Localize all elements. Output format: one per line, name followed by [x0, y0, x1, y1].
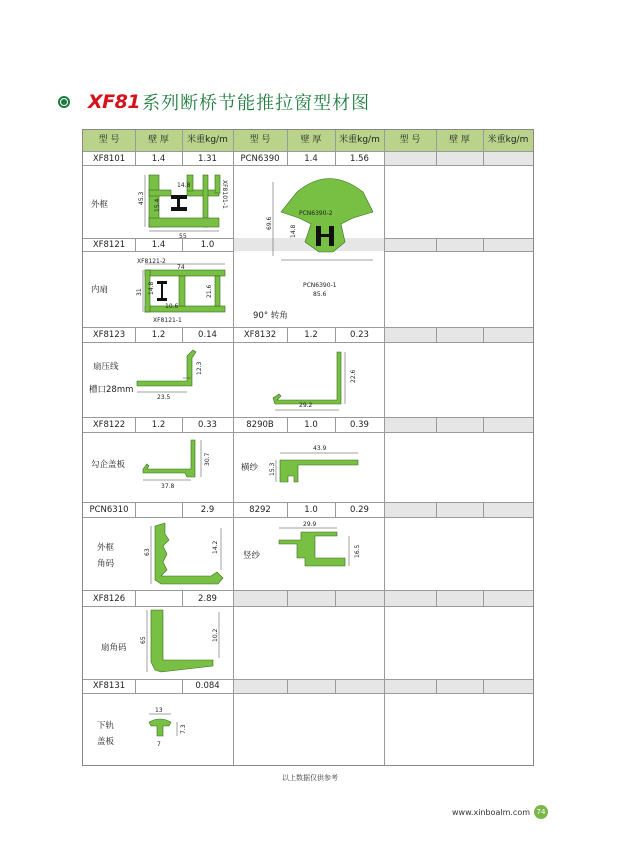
item-name-2: 角码	[97, 559, 115, 569]
col-header-model: 型 号	[249, 135, 271, 145]
model-cell: XF8131	[92, 681, 126, 691]
dim-label: 85.6	[313, 291, 327, 298]
profile-xf8132	[273, 352, 341, 404]
weight-cell: 0.29	[350, 505, 369, 515]
reference-note: 以上数据仅供参考	[282, 774, 338, 782]
wall-cell: 1.0	[304, 505, 318, 515]
dim-label: 29.2	[299, 402, 313, 409]
dim-label: 37.8	[161, 483, 175, 490]
dim-label: 65	[140, 636, 147, 644]
wall-cell: 1.4	[304, 154, 318, 164]
dim-label: 29.9	[303, 521, 317, 528]
dim-label: 10.2	[212, 628, 219, 642]
profile-xf8131	[149, 719, 171, 736]
model-cell: XF8132	[243, 330, 277, 340]
col-header-weight: 米重kg/m	[339, 135, 380, 145]
model-cell: XF8101	[92, 154, 126, 164]
dim-label: 30.7	[204, 452, 211, 466]
dim-label: 63	[144, 548, 151, 556]
weight-cell: 0.084	[195, 681, 220, 691]
dim-label: 74	[177, 264, 185, 271]
wall-cell: 1.2	[304, 330, 318, 340]
wall-cell: 1.4	[151, 154, 166, 164]
item-name: 扇压线	[93, 362, 119, 372]
dim-label: 14.2	[212, 540, 219, 554]
model-cell: PCN6310	[89, 505, 129, 515]
model-cell: PCN6390	[240, 154, 280, 164]
model-cell: XF8121	[92, 240, 126, 250]
col-header-weight: 米重kg/m	[487, 135, 529, 145]
series-code: XF81	[88, 91, 141, 113]
page-number: 74	[534, 805, 548, 819]
profile-drawings	[83, 130, 533, 765]
dim-label: 14.8	[290, 224, 297, 238]
profile-xf8122	[143, 440, 195, 477]
item-name-2: 槽口28mm	[89, 385, 134, 395]
dim-label: 22.6	[350, 369, 357, 383]
profile-table	[82, 129, 534, 766]
weight-cell: 2.89	[198, 594, 217, 604]
item-name-2: 盖板	[97, 737, 115, 747]
dim-label: XF8121-2	[137, 258, 166, 265]
dim-label: 7.3	[180, 724, 187, 734]
dim-label: 16.5	[354, 544, 361, 558]
page-footer	[452, 805, 548, 819]
dim-label: XF8101-1	[221, 180, 228, 209]
item-name: 90° 转角	[253, 311, 288, 321]
dim-label: 14.8	[177, 182, 191, 189]
dim-label: PCN6390-2	[299, 210, 333, 217]
weight-cell: 0.33	[198, 420, 217, 430]
dim-label: 69.6	[266, 216, 273, 230]
item-name: 勾企盖板	[91, 460, 126, 470]
website-url: www.xinboalm.com	[452, 807, 530, 817]
dim-label: 15.4	[154, 198, 161, 212]
model-cell: 8292	[249, 505, 271, 515]
item-name: 扇角码	[101, 643, 127, 653]
dim-label: 13	[155, 707, 163, 714]
wall-cell: 1.2	[151, 330, 166, 340]
bullet-icon	[58, 96, 70, 108]
col-header-wall: 壁 厚	[449, 135, 470, 145]
dim-label: 10.6	[165, 303, 179, 310]
item-name: 竖纱	[243, 551, 261, 561]
weight-cell: 1.56	[350, 154, 369, 164]
profile-xf8123	[137, 350, 196, 386]
dim-label: 7	[157, 741, 161, 748]
model-cell: XF8123	[92, 330, 126, 340]
item-name: 外框	[97, 543, 115, 553]
profile-xf8121	[145, 270, 225, 312]
model-cell: 8290B	[246, 420, 274, 430]
dim-label: 21.6	[206, 284, 213, 298]
wall-cell: 1.0	[304, 420, 318, 430]
weight-cell: 1.0	[200, 240, 215, 250]
page-title: 系列断桥节能推拉窗型材图	[142, 93, 371, 114]
dim-label: 12.3	[196, 361, 203, 375]
weight-cell: 1.31	[198, 154, 217, 164]
weight-cell: 2.9	[200, 505, 215, 515]
item-name: 横纱	[241, 463, 259, 473]
page-heading	[58, 91, 370, 113]
model-cell: XF8122	[92, 420, 126, 430]
weight-cell: 0.23	[350, 330, 369, 340]
profile-8290b	[280, 460, 358, 482]
profile-8292	[279, 532, 345, 566]
dim-label: PCN6390-1	[303, 282, 337, 289]
dim-label: 14.8	[148, 281, 155, 295]
col-header-model: 型 号	[98, 135, 120, 145]
col-header-wall: 壁 厚	[148, 135, 169, 145]
dim-label: 45.3	[138, 191, 145, 205]
dim-label: 23.5	[157, 394, 171, 401]
item-name: 外框	[91, 200, 109, 210]
weight-cell: 0.14	[198, 330, 217, 340]
item-name: 下轨	[97, 721, 115, 731]
wall-cell: 1.2	[151, 420, 166, 430]
col-header-weight: 米重kg/m	[187, 135, 228, 145]
wall-cell: 1.4	[151, 240, 166, 250]
profile-xf8126	[151, 610, 213, 672]
weight-cell: 0.39	[350, 420, 369, 430]
dim-label: XF8121-1	[153, 317, 182, 324]
item-name: 内扇	[91, 285, 109, 295]
col-header-model: 型 号	[399, 135, 421, 145]
dim-label: 15.3	[269, 462, 276, 476]
dim-label: 31	[136, 288, 143, 296]
col-header-wall: 壁 厚	[300, 135, 322, 145]
model-cell: XF8126	[92, 594, 126, 604]
dim-label: 55	[179, 233, 187, 240]
dim-label: 43.9	[313, 445, 327, 452]
